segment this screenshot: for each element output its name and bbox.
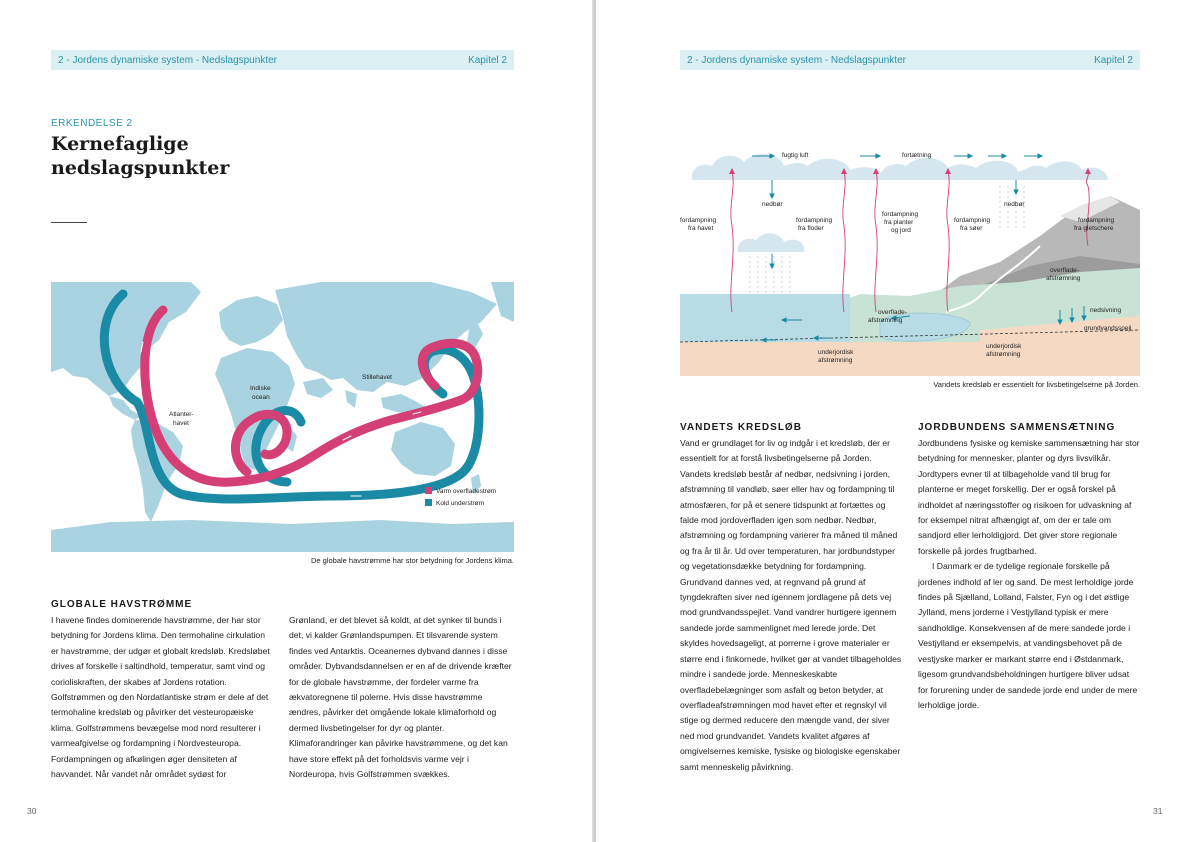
label-overflade-afstroemning-2a: overflade- — [878, 309, 907, 316]
label-fordampning-gletschere-2: fra gletschere — [1074, 225, 1114, 232]
label-grundvandsspejl: grundvandsspejl — [1084, 325, 1132, 332]
label-fordampning-planter-3: og jord — [891, 227, 911, 234]
label-fordampning-planter-1: fordampning — [882, 211, 919, 218]
paragraph: Grønland, er det blevet så koldt, at det synker til bunds i det, vi kalder Grønlandspumpen. Et tilsvarende system findes ved Antarktis. Oceanernes dybvand dannes i disse områder. Dybvandsdannelsen er en af de drivende kræfter for de globale havstrømme, der fordeler varme fra ækvatoregnene til polerne. Hvis disse havstrømme ændres, påvirker det omgående lokale klimaforhold og dermed livsbetingelser for dyr og planter. Klimaforandringer kan påvirke havstrømmene, og det kan have store effekt på det forholdsvis varme vejr i Nordeuropa, hvis Golfstrømmen svækkes. — [289, 615, 512, 780]
label-overflade-afstroemning-1b: afstrømning — [1046, 275, 1081, 282]
world-map-figure — [51, 282, 514, 552]
label-overflade-afstroemning-1a: overflade- — [1050, 267, 1079, 274]
label-fordampning-gletschere-1: fordampning — [1078, 217, 1115, 224]
section-title-vandets-kredsloeb: VANDETS KREDSLØB — [680, 422, 802, 433]
water-cycle-figure — [680, 136, 1140, 376]
header-chapter: Kapitel 2 — [468, 54, 507, 66]
label-indian-1: Indiske — [250, 385, 271, 392]
label-fordampning-planter-2: fra planter — [884, 219, 914, 226]
kicker: ERKENDELSE 2 — [51, 118, 133, 129]
map-legend — [425, 487, 496, 507]
paragraph: Jordbundens fysiske og kemiske sammensætning har stor betydning for mennesker, planter og dyrs livsvilkår. Jordtypers evner til at tilbageholde vand til brug for planterne er meget forskellig. Der er også forskel på indholdet af næringsstoffer og risikoen for udvaskning af for eksempel nitrat afhængigt af, om der er tale om sandjord eller lerholdigjord. Det giver store regionale forskelle på jordes frugtbarhed. — [918, 438, 1140, 556]
running-header — [680, 50, 1140, 70]
page-number: 30 — [27, 806, 37, 816]
paragraph: I Danmark er de tydelige regionale forskelle på jordenes indhold af ler og sand. De mest lerholdige jorde findes på Sjælland, Lolland, Falster, Fyn og i det østlige Jylland, mens jorderne i Vestjylland typisk er mere sandholdige. Konsekvensen af de mere sandede jorde i Vestjylland er eksempelvis, at vandingsbehovet på de vestjyske marker er markant større end i Østdanmark, ligesom grundvandsbeholdningen hurtigere bliver udsat for forurening under de sandede jorde end under de mere lerholdige jorde. — [918, 561, 1138, 710]
label-fordampning-havet-2: fra havet — [688, 225, 714, 232]
text-column-3 — [680, 436, 902, 775]
label-fordampning-soeer-1: fordampning — [954, 217, 991, 224]
label-underjordisk-1a: underjordisk — [818, 349, 854, 356]
label-overflade-afstroemning-2b: afstrømning — [868, 317, 903, 324]
label-fordampning-floder-1: fordampning — [796, 217, 833, 224]
label-fugtig-luft: fugtig luft — [782, 152, 809, 159]
diagram-caption: Vandets kredsløb er essentielt for livsbetingelserne på Jorden. — [933, 380, 1140, 389]
paragraph: Vand er grundlaget for liv og indgår i et kredsløb, der er essentielt for at forstå livsbetingelserne på Jorden. Vandets kredsløb består af nedbør, nedsivning i jorden, afstrømning til vandløb, søer eller hav og fordampning til atmosfæren, for på et senere tidspunkt at fortættes og falde mod jordoverfladen igen som nedbør. Nedbør, afstrømning og fordampning varierer fra måned til måned og fra år til år. Ud over temperaturen, har jordbundstyper og vegetationsdække betydning for fordampning. Grundvand dannes ved, at regnvand på grund af tyngdekraften siver ned igennem jordlagene på dets vej mod grundvandsspejlet. Vand vandrer hurtigere igennem sandede jorde sammenlignet med lerede jorde. Det skyldes hovedsageligt, at porrerne i grove materialer er større end i finkornede, hvilket gør at vandet tilbageholdes mindre i sandede jorde. Menneskeskabte overfladebelægninger som asfalt og beton betyder, at overfladeafstrømningen mod havet efter et regnskyl vil stige og dermed reducere den mængde vand, der siver ned mod grundvandet. Vandets kvalitet afgøres af omgivelsernes kemiske, fysiske og biologiske egenskaber samt menneskelig påvirkning. — [680, 438, 902, 772]
title-line-2: nedslagspunkter — [51, 157, 230, 179]
label-indian-2: ocean — [252, 394, 270, 401]
header-chapter: Kapitel 2 — [1094, 54, 1133, 66]
label-fortaetning: fortætning — [902, 152, 932, 159]
title-rule — [51, 222, 87, 223]
legend-cold-label: Kold understrøm — [436, 500, 485, 507]
label-underjordisk-1b: afstrømning — [818, 357, 853, 364]
label-fordampning-soeer-2: fra søer — [960, 225, 983, 232]
label-underjordisk-2b: afstrømning — [986, 351, 1021, 358]
legend-swatch-warm — [425, 487, 432, 494]
label-fordampning-floder-2: fra floder — [798, 225, 824, 232]
page-number: 31 — [1153, 806, 1163, 816]
label-nedsivning: nedsivning — [1090, 307, 1122, 314]
label-atlantic-1: Atlanter- — [169, 411, 194, 418]
text-column-1 — [51, 613, 271, 782]
ocean-currents-map — [51, 282, 514, 552]
left-page — [0, 0, 594, 842]
running-header — [51, 50, 514, 70]
header-section: 2 - Jordens dynamiske system - Nedslagspunkter — [687, 54, 906, 66]
section-title-jordbundens-sammensaetning: JORDBUNDENS SAMMENSÆTNING — [918, 422, 1116, 433]
paragraph: I havene findes dominerende havstrømme, der har stor betydning for Jordens klima. Den termohaline cirkulation er havstrømme, der udgør et globalt kredsløb. Kredsløbet drives af forskelle i saltindhold, temperatur, samt vind og corioliskraften, der skabes af Jordens rotation. Golfstrømmen og den Nordatlantiske strøm er dele af det termohaline kredsløb og påvirker det vesteuropæiske klima. Golfstrømmens bevægelse mod nord resulterer i varmeafgivelse og fordampning i Nordvesteuropa. Fordampningen og afkølingen øger densiteten af havvandet. Når vandet når området sydøst for — [51, 615, 270, 780]
label-pacific: Stillehavet — [362, 374, 392, 381]
text-column-2 — [289, 613, 514, 782]
map-caption: De globale havstrømme har stor betydning for Jordens klima. — [310, 556, 514, 565]
label-fordampning-havet-1: fordampning — [680, 217, 717, 224]
header-section: 2 - Jordens dynamiske system - Nedslagspunkter — [58, 54, 277, 66]
label-atlantic-2: havet — [173, 420, 189, 427]
underground-layer — [680, 342, 1140, 376]
page-title — [51, 132, 311, 180]
text-column-4 — [918, 436, 1140, 713]
water-cycle-diagram — [680, 136, 1140, 376]
label-nedboer-2: nedbør — [1004, 201, 1025, 208]
legend-warm-label: Varm overfladestrøm — [436, 488, 497, 495]
label-underjordisk-2a: underjordisk — [986, 343, 1022, 350]
legend-swatch-cold — [425, 499, 432, 506]
label-nedboer-1: nedbør — [762, 201, 783, 208]
section-title-havstroemme: GLOBALE HAVSTRØMME — [51, 599, 193, 610]
title-line-1: Kernefaglige — [51, 133, 189, 155]
